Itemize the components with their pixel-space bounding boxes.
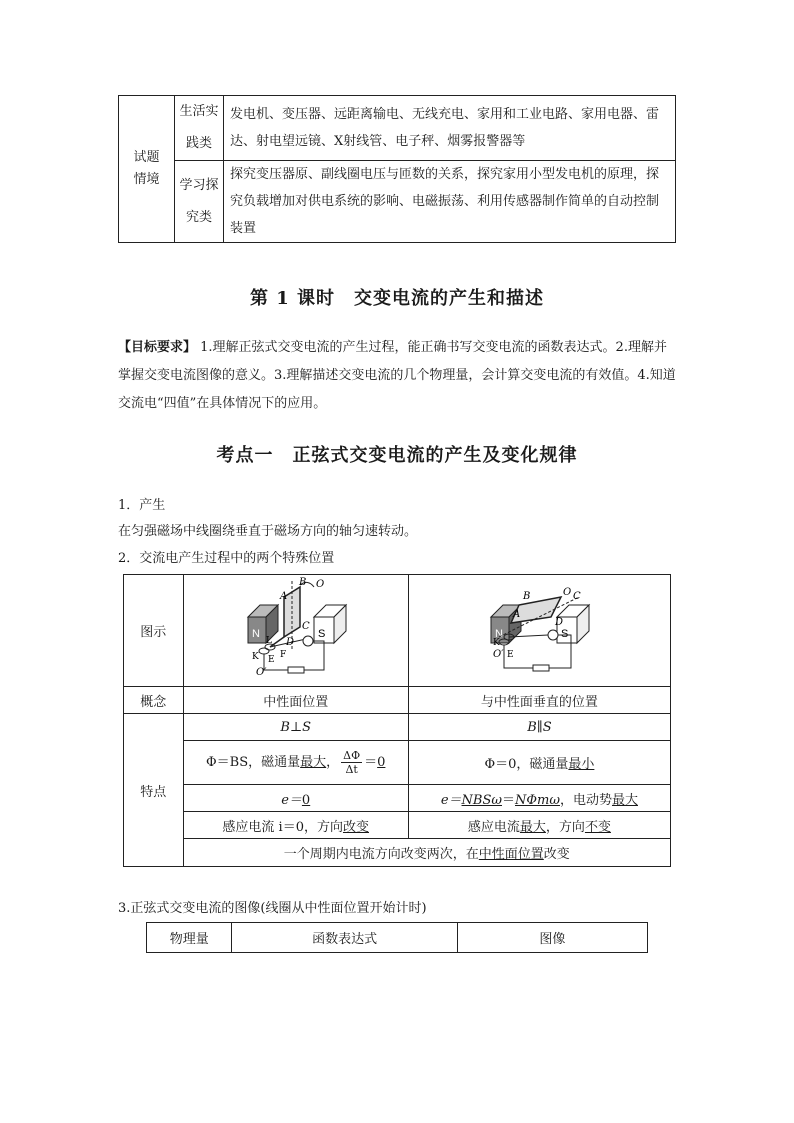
svg-text:C: C	[573, 590, 582, 602]
svg-text:B: B	[298, 576, 307, 588]
svg-text:D: D	[555, 616, 564, 628]
goal-text: 1.理解正弦式交变电流的产生过程，能正确书写交变电流的函数表达式。2.理解并掌握交变电流图像的意义。3.理解描述交变电流的几个物理量，会计算交变电流的有效值。4.知道交流电“四值”在具体情况下的应用。	[118, 340, 676, 411]
neutral-plane-figure	[183, 575, 408, 687]
col-expression: 函数表达式	[232, 923, 457, 953]
section-title: 考点一 正弦式交变电流的产生及变化规律	[216, 445, 578, 466]
waveform-table	[146, 922, 648, 953]
r4-right: 感应电流最大，方向不变	[408, 812, 670, 839]
scenario-row-label: 学习探究类	[175, 161, 224, 243]
r2-left: Φ＝BS，磁通量最大， $\frac{\Delta\Phi}{\Delta t}$ ＝0	[183, 741, 408, 785]
col-quantity: 物理量	[147, 923, 232, 953]
svg-text:E: E	[267, 654, 275, 665]
generator-perpendicular-diagram	[439, 577, 639, 681]
svg-text:F: F	[279, 649, 286, 660]
special-positions-table	[123, 574, 671, 867]
svg-text:O′: O′	[493, 648, 504, 660]
svg-text:D: D	[285, 636, 294, 648]
item1-text: 在匀强磁场中线圈绕垂直于磁场方向的轴匀速转动。	[118, 524, 418, 539]
r3-right: e＝NBSω＝NΦmω，电动势最大	[408, 785, 670, 812]
r1-left: B⊥S	[183, 714, 408, 741]
svg-text:L: L	[265, 635, 272, 646]
svg-text:S: S	[317, 627, 326, 640]
scenario-row-content: 发电机、变压器、远距离输电、无线充电、家用和工业电路、家用电器、雷达、射电望远镜、X射线管、电子秤、烟雾报警器等	[224, 96, 676, 161]
r4-left: 感应电流 i＝0，方向改变	[183, 812, 408, 839]
svg-text:A: A	[279, 590, 287, 602]
svg-text:K: K	[251, 651, 259, 662]
svg-text:N: N	[495, 627, 504, 640]
scenario-category-cell	[119, 96, 175, 243]
flux-rate-fraction: $\frac{\Delta\Phi}{\Delta t}$	[343, 749, 361, 776]
item3-heading: 3.正弦式交变电流的图像(线圈从中性面位置开始计时)	[118, 901, 427, 916]
svg-text:O′: O′	[255, 666, 267, 678]
r5-summary: 一个周期内电流方向改变两次，在中性面位置改变	[183, 839, 670, 867]
scenario-row-label: 生活实践类	[175, 96, 224, 161]
perpendicular-figure	[408, 575, 670, 687]
r2-right: Φ＝0，磁通量最小	[408, 741, 670, 785]
svg-text:A: A	[513, 608, 521, 620]
scenario-table	[118, 95, 676, 243]
svg-text:N: N	[251, 627, 260, 640]
feature-label: 特点	[124, 714, 184, 867]
scenario-row-content: 探究变压器原、副线圈电压与匝数的关系，探究家用小型发电机的原理，探究负载增加对供电系统的影响、电磁振荡、利用传感器制作简单的自动控制装置	[224, 161, 676, 243]
item1-heading: 1．产生	[118, 498, 166, 513]
generator-neutral-diagram	[196, 577, 396, 681]
r1-right: B∥S	[408, 714, 670, 741]
concept-left: 中性面位置	[183, 687, 408, 714]
col-graph: 图像	[457, 923, 647, 953]
goal-tag: 【目标要求】	[118, 340, 197, 355]
lesson-title: 第 1 课时 交变电流的产生和描述	[249, 288, 545, 309]
concept-right: 与中性面垂直的位置	[408, 687, 670, 714]
item2-heading: 2．交流电产生过程中的两个特殊位置	[118, 551, 335, 566]
svg-text:C: C	[301, 620, 310, 632]
concept-label: 概念	[124, 687, 184, 714]
svg-text:K: K	[493, 637, 501, 648]
svg-text:O: O	[563, 586, 572, 598]
svg-text:B: B	[523, 590, 531, 602]
learning-goals	[118, 334, 678, 418]
figure-label: 图示	[124, 575, 184, 687]
svg-text:S: S	[561, 627, 569, 640]
svg-text:O: O	[315, 578, 324, 590]
svg-text:E: E	[507, 649, 514, 660]
r3-left: e＝0	[183, 785, 408, 812]
scenario-category: 试题情境	[133, 150, 160, 187]
